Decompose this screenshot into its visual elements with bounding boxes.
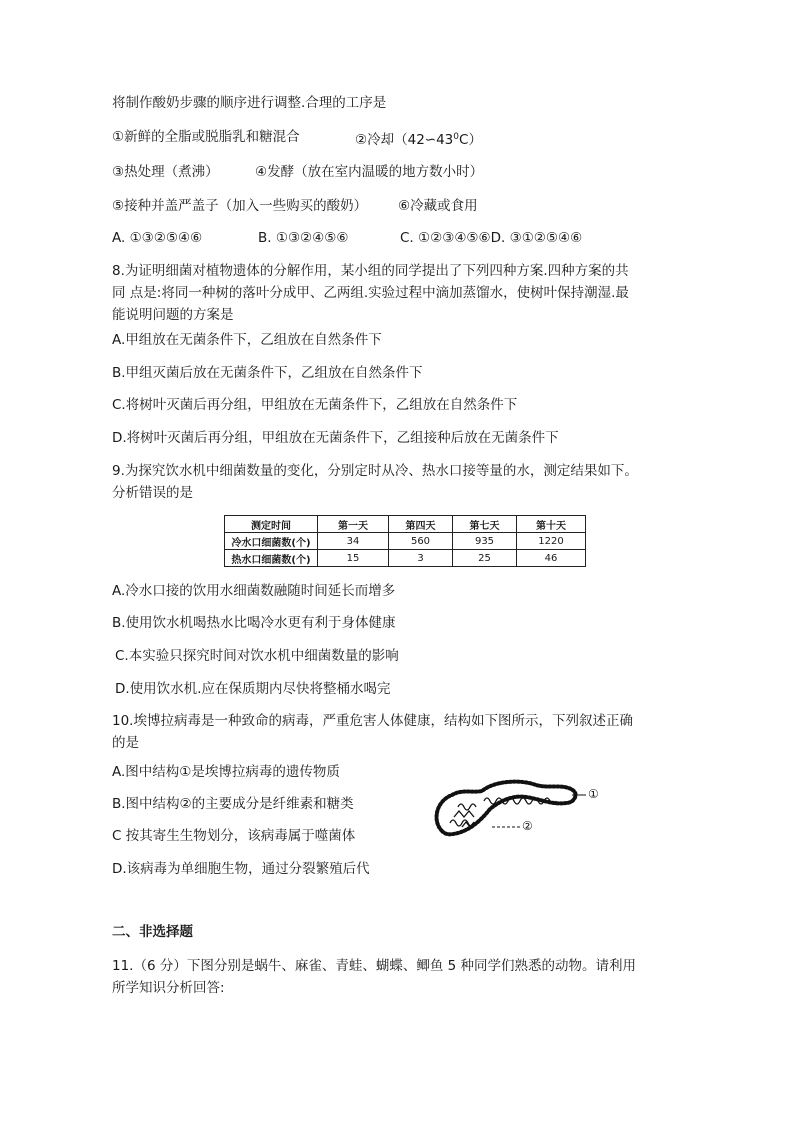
q8-stem-line3: 能说明问题的方案是 [112, 307, 234, 323]
table-header-row [225, 516, 586, 533]
q7-option-cd: C. ①②③④⑤⑥D. ③①②⑤④⑥ [400, 230, 583, 246]
q8-option-d: D.将树叶灭菌后再分组，甲组放在无菌条件下，乙组接种后放在无菌条件下 [112, 430, 559, 446]
ebola-virus-diagram [428, 773, 608, 847]
q10-stem-line1: 10.埃博拉病毒是一种致命的病毒，严重危害人体健康，结构如下图所示，下列叙述正确 [112, 713, 633, 729]
q8-option-b: B.甲组灭菌后放在无菌条件下，乙组放在自然条件下 [112, 365, 423, 381]
table-cell: 3 [389, 550, 453, 567]
table-cell: 15 [318, 550, 389, 567]
table-row-label: 冷水口细菌数(个) [225, 533, 318, 550]
q11-stem-line1: 11.（6 分）下图分别是蜗牛、麻雀、青蛙、蝴蝶、鲫鱼 5 种同学们熟悉的动物。请利用 [112, 958, 637, 974]
table-cell: 34 [318, 533, 389, 550]
q8-option-c: C.将树叶灭菌后再分组，甲组放在无菌条件下，乙组放在自然条件下 [112, 397, 518, 413]
table-cell: 25 [453, 550, 517, 567]
q9-option-b: B.使用饮水机喝热水比喝冷水更有利于身体健康 [112, 615, 396, 631]
table-cell: 560 [389, 533, 453, 550]
q8-stem-line1: 8.为证明细菌对植物遗体的分解作用，某小组的同学提出了下列四种方案.四种方案的共 [112, 263, 629, 279]
q9-option-a: A.冷水口接的饮用水细菌数融随时间延长而增多 [112, 583, 396, 599]
table-header-cell: 第一天 [318, 516, 389, 533]
table-row [225, 533, 586, 550]
table-header-cell: 第十天 [517, 516, 586, 533]
q8-stem-line2: 同 点是:将同一种树的落叶分成甲、乙两组.实验过程中滴加蒸馏水，使树叶保持潮湿.最 [112, 285, 629, 301]
table-header-cell: 第七天 [453, 516, 517, 533]
q7-option-b: B. ①③②④⑤⑥ [258, 230, 349, 246]
virus-envelope [437, 782, 576, 835]
ebola-virus-illustration [428, 773, 608, 843]
q7-option-a: A. ①③②⑤④⑥ [112, 230, 203, 246]
table-header-cell: 第四天 [389, 516, 453, 533]
q11-stem-line2: 所学知识分析回答: [112, 980, 225, 996]
q7-step1: ①新鲜的全脂或脱脂乳和糖混合 [112, 129, 300, 145]
q10-option-d: D.该病毒为单细胞生物，通过分裂繁殖后代 [112, 861, 370, 877]
q7-step4: ④发酵（放在室内温暖的地方数小时） [255, 164, 484, 180]
q9-stem-line1: 9.为探究饮水机中细菌数量的变化，分别定时从冷、热水口接等量的水，测定结果如下。 [112, 463, 638, 479]
q7-step3: ③热处理（煮沸） [112, 164, 219, 180]
table-cell: 1220 [517, 533, 586, 550]
table-cell: 935 [453, 533, 517, 550]
q9-option-d: D.使用饮水机.应在保质期内尽快将整桶水喝完 [115, 681, 391, 697]
q7-step6: ⑥冷藏或食用 [398, 198, 478, 214]
q10-stem-line2: 的是 [112, 735, 139, 751]
q7-step5: ⑤接种并盖严盖子（加入一些购买的酸奶） [112, 198, 368, 214]
table-row-label: 热水口细菌数(个) [225, 550, 318, 567]
q7-step2: ②冷却$(42∽43^0C)$ [355, 132, 482, 148]
table-header-cell: 测定时间 [225, 516, 318, 533]
q10-option-c: C 按其寄生生物划分，该病毒属于噬菌体 [112, 828, 356, 844]
q7-stem: 将制作酸奶步骤的顺序进行调整.合理的工序是 [112, 95, 387, 111]
q10-option-b: B.图中结构②的主要成分是纤维素和糖类 [112, 796, 354, 812]
q8-option-a: A.甲组放在无菌条件下，乙组放在自然条件下 [112, 332, 382, 348]
q9-option-c: C.本实验只探究时间对饮水机中细菌数量的影响 [115, 648, 399, 664]
q10-option-a: A.图中结构①是埃博拉病毒的遗传物质 [112, 764, 340, 780]
label-2: ② [522, 819, 533, 833]
section-2-title: 二、非选择题 [112, 924, 193, 940]
table-cell: 46 [517, 550, 586, 567]
label-1: ① [588, 787, 599, 801]
table-row [225, 550, 586, 567]
bacteria-count-table [224, 515, 586, 567]
q9-stem-line2: 分析错误的是 [112, 485, 193, 501]
